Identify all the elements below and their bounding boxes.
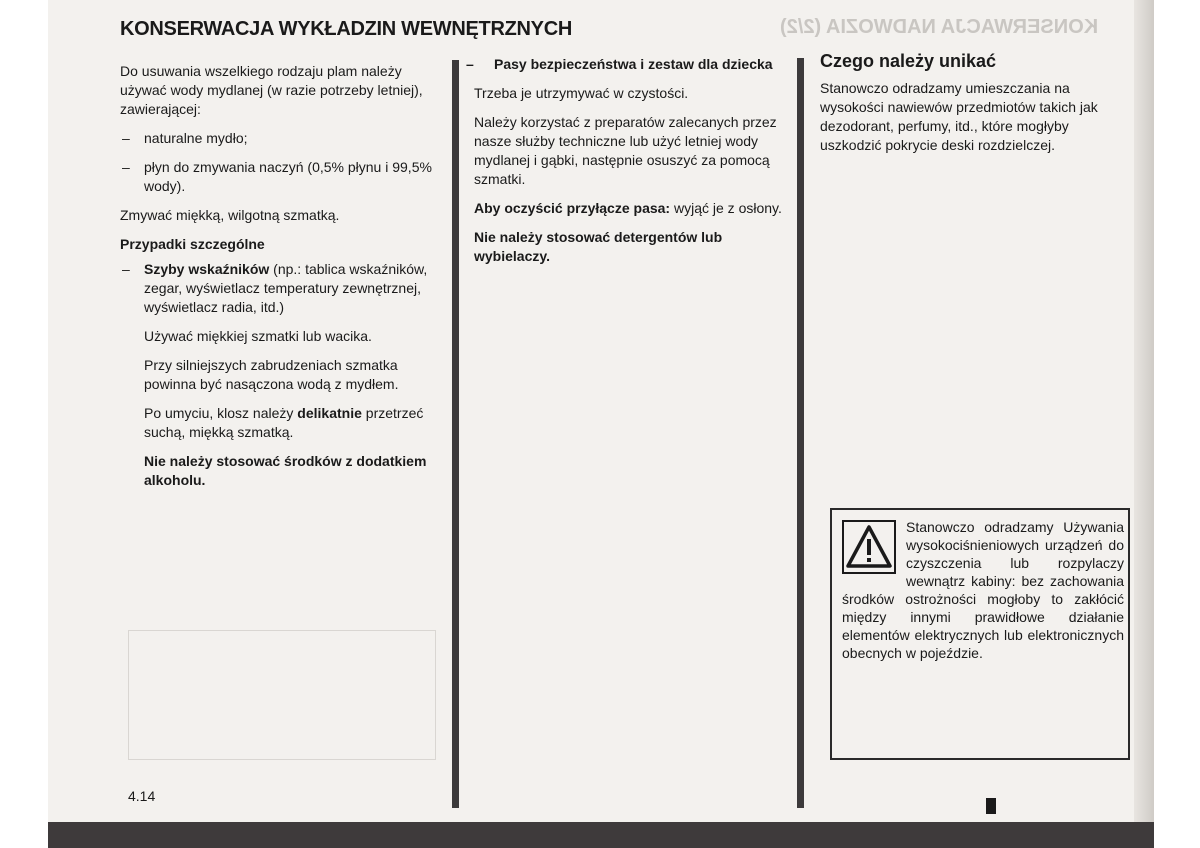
soft-cloth-instruction: Używać miękkiej szmatki lub wacika. bbox=[144, 328, 372, 344]
warning-triangle-icon bbox=[842, 520, 896, 574]
avoid-heading: Czego należy unikać bbox=[820, 51, 997, 71]
list-item-text: płyn do zmywania naczyń (0,5% płynu i 99,5% wody). bbox=[144, 159, 432, 194]
glass-item: – Szyby wskaźników (np.: tablica wskaźników, zegar, wyświetlacz temperatury zewnętrznej, wyświetlacz radia, itd.) bbox=[122, 261, 428, 315]
seat-belts-heading: – Pasy bezpieczeństwa i zestaw dla dziecka bbox=[466, 56, 773, 72]
page-title: KONSERWACJA WYKŁADZIN WEWNĘTRZNYCH bbox=[120, 18, 573, 40]
avoid-text: Stanowczo odradzamy umieszczania na wysokości nawiewów przedmiotów takich jak dezodorant, perfumy, itd., które mogłyby uszkodzić pokrycie deski rozdzielczej. bbox=[820, 80, 1098, 153]
warning-text: Stanowczo odradzamy Używania wysokociśnieniowych urządzeń do czyszczenia lub rozpylaczy wewnątrz kabiny: bez zachowania środków ostrożności mogłoby to zakłócić między innymi prawidłowe działanie elementów elektrycznych lub elektronicznych obecnych w pojeździe. bbox=[842, 519, 1124, 661]
buckle-text: Aby oczyścić przyłącze pasa: wyjąć je z osłony. bbox=[474, 200, 782, 216]
glass-label: Szyby wskaźników bbox=[144, 261, 270, 277]
list-item: – płyn do zmywania naczyń (0,5% płynu i 99,5% wody). bbox=[122, 159, 432, 194]
after-wash-instruction: Po umyciu, klosz należy delikatnie przetrzeć suchą, miękką szmatką. bbox=[144, 405, 424, 440]
intro-paragraph: Do usuwania wszelkiego rodzaju plam należy używać wody mydlanej (w razie potrzeby letniej), zawierającej: bbox=[120, 63, 423, 117]
no-bleach-warning: Nie należy stosować detergentów lub wybielaczy. bbox=[474, 229, 723, 264]
scanner-bottom-edge bbox=[48, 822, 1154, 848]
column-divider-left bbox=[452, 60, 459, 808]
heavy-dirt-instruction: Przy silniejszych zabrudzeniach szmatka powinna być nasączona wodą z mydłem. bbox=[144, 357, 399, 392]
column-seat-belts bbox=[466, 55, 782, 276]
glass-description: (np.: tablica wskaźników, zegar, wyświetlacz temperatury zewnętrznej, wyświetlacz radia, itd.) bbox=[144, 261, 428, 315]
page-edge-shade bbox=[1134, 0, 1154, 822]
warning-box bbox=[830, 508, 1130, 760]
column-avoid bbox=[820, 52, 1132, 165]
column-interior-cleaning bbox=[120, 62, 438, 500]
show-through-box bbox=[128, 630, 436, 760]
list-item-text: naturalne mydło; bbox=[144, 130, 248, 146]
wipe-instruction: Zmywać miękką, wilgotną szmatką. bbox=[120, 207, 340, 223]
column-divider-right bbox=[797, 58, 804, 808]
special-cases-heading: Przypadki szczególne bbox=[120, 236, 265, 252]
page-number: 4.14 bbox=[128, 788, 156, 804]
no-alcohol-warning: Nie należy stosować środków z dodatkiem alkoholu. bbox=[144, 453, 427, 488]
keep-clean-text: Trzeba je utrzymywać w czystości. bbox=[474, 85, 689, 101]
products-text: Należy korzystać z preparatów zalecanych przez nasze służby techniczne lub użyć letniej wody mydlanej i gąbki, następnie osuszyć za pomocą szmatki. bbox=[474, 114, 777, 187]
print-mark bbox=[986, 798, 996, 814]
show-through-title: KONSERWACJA NADWOZIA (2/2) bbox=[780, 16, 1099, 38]
list-item: – naturalne mydło; bbox=[122, 130, 248, 146]
